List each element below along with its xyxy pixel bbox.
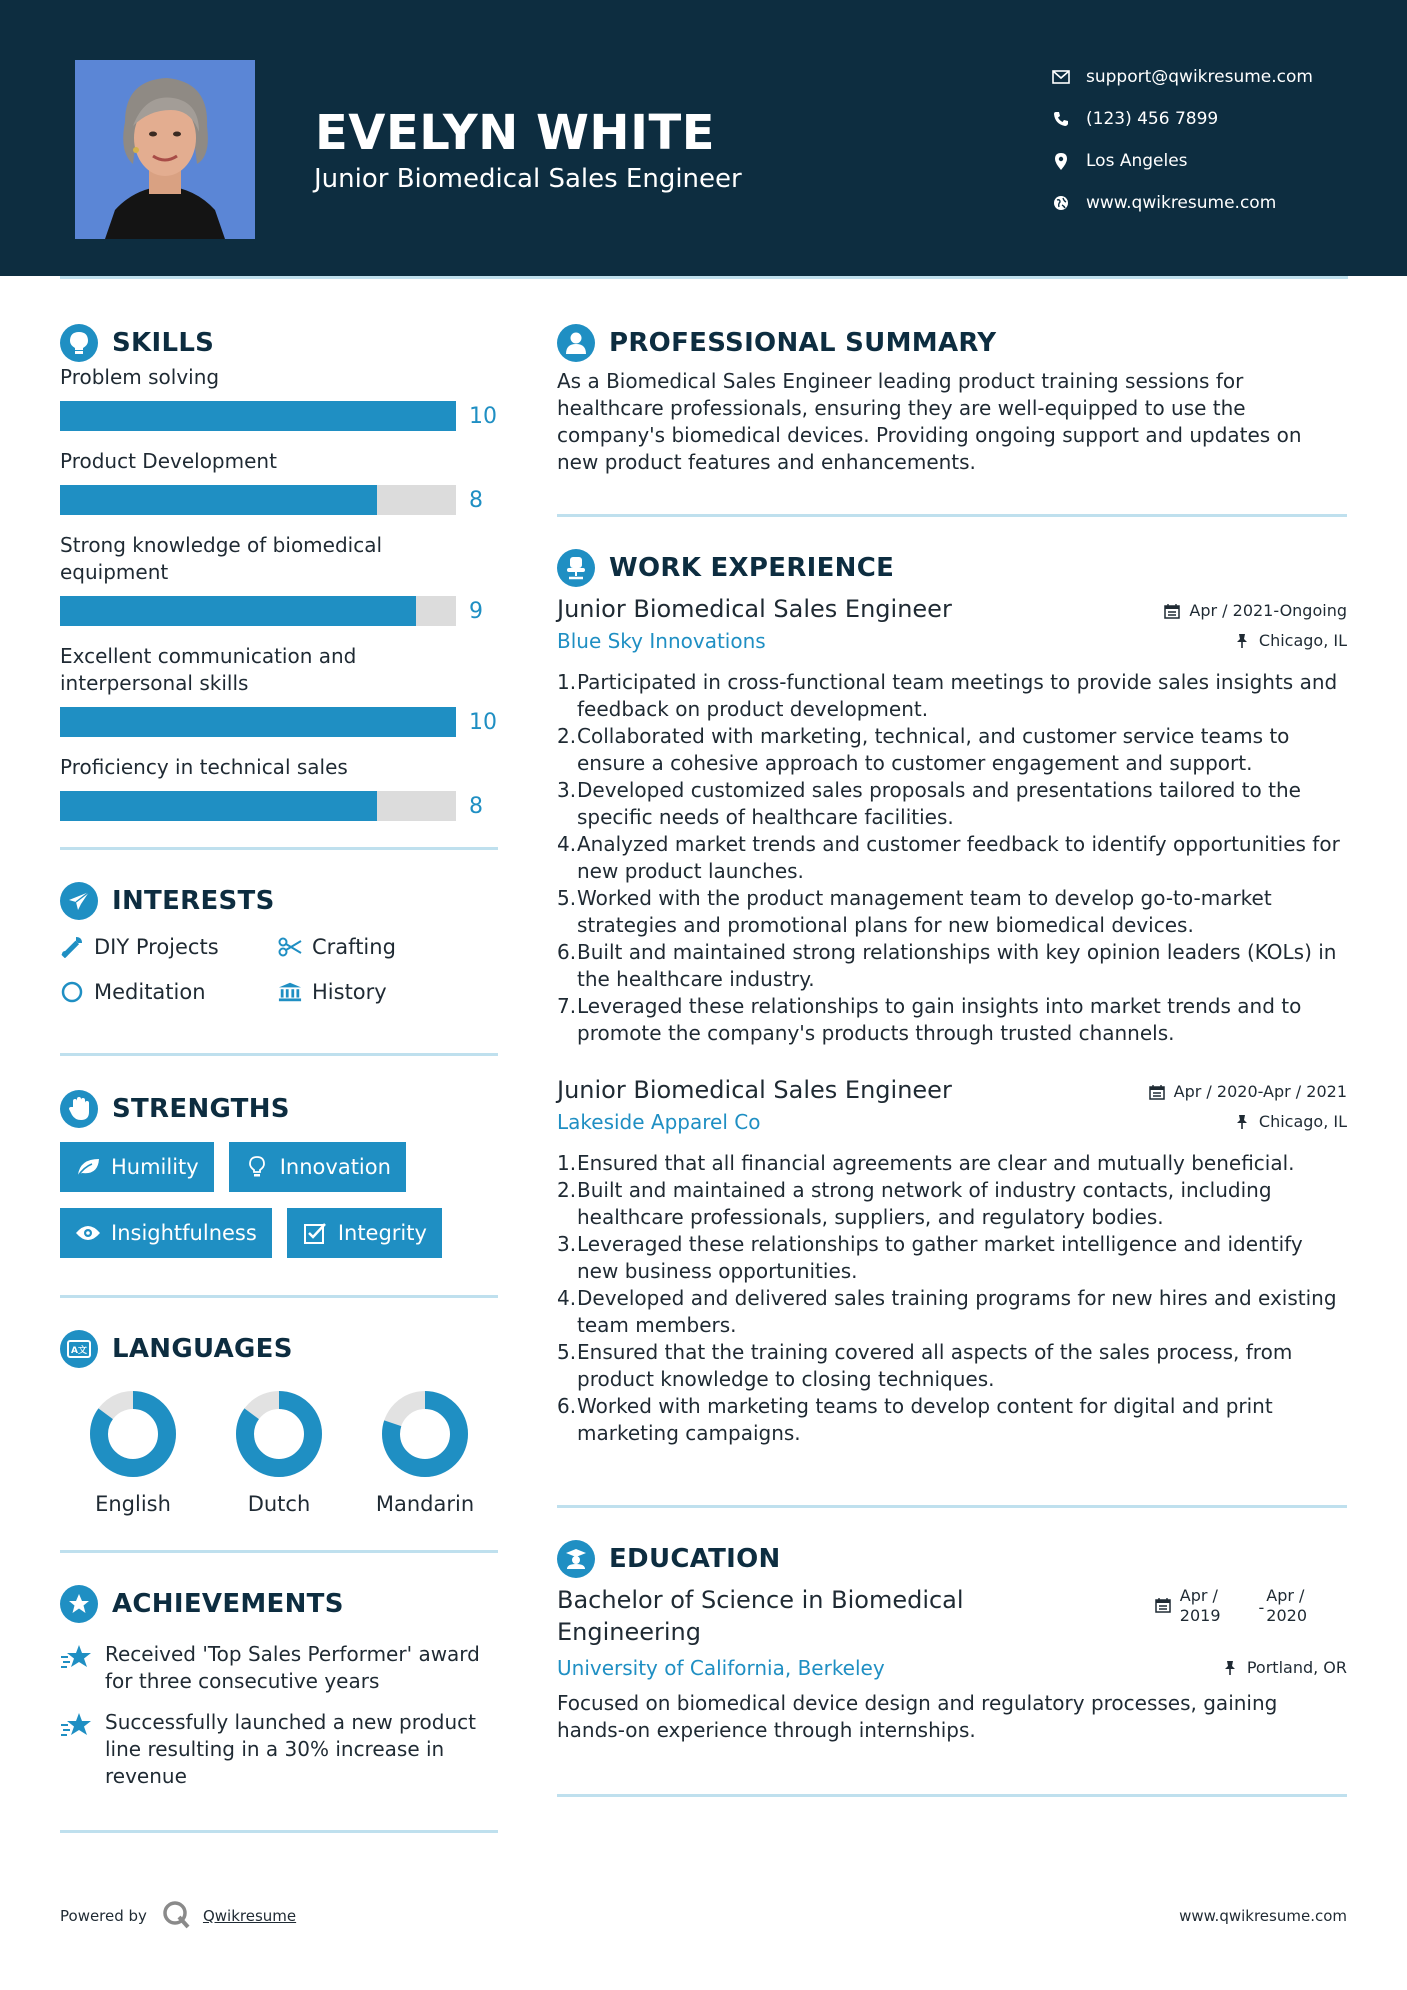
language-item (60, 1390, 206, 1516)
star-icon (60, 1643, 92, 1673)
skill-bar-track (60, 707, 456, 737)
job-location (1233, 631, 1347, 650)
contact-list (1050, 56, 1313, 224)
education-date-dash: - (1258, 1598, 1265, 1617)
skill-value: 8 (469, 487, 483, 513)
language-donut (381, 1390, 469, 1478)
leaf-icon (75, 1154, 101, 1180)
summary-title: PROFESSIONAL SUMMARY (609, 328, 997, 358)
calendar-icon (1163, 602, 1181, 620)
duty-item: 2. Built and maintained a strong network of industry contacts, including healthcare professionals, suppliers, and regulatory bodies. (557, 1177, 1347, 1231)
section-divider (60, 1550, 498, 1553)
strengths-section (60, 1086, 498, 1274)
education-description: Focused on biomedical device design and regulatory processes, gaining hands-on experience through internships. (557, 1691, 1278, 1742)
calendar-icon (1148, 1083, 1166, 1101)
hand-icon (60, 1090, 98, 1128)
profile-photo (75, 60, 255, 239)
job-dates (1163, 601, 1347, 620)
pushpin-icon (1233, 632, 1251, 650)
education-start (1180, 1586, 1221, 1626)
company-name[interactable]: Blue Sky Innovations (557, 629, 766, 653)
duty-item: 3. Developed customized sales proposals and presentations tailored to the specific needs of healthcare facilities. (557, 777, 1347, 831)
skill-value: 9 (469, 598, 483, 624)
education-end-month: Apr / (1266, 1586, 1305, 1605)
portrait-image (75, 60, 255, 239)
skill-name: Product Development (60, 449, 277, 473)
duty-text: Worked with marketing teams to develop content for digital and print marketing campaigns. (577, 1394, 1273, 1445)
graduate-icon (557, 1540, 595, 1578)
duty-text: Leveraged these relationships to gather market intelligence and identify new business opportunities. (577, 1232, 1303, 1283)
calendar-icon (1154, 1596, 1172, 1614)
skill-item (60, 754, 498, 821)
skill-item (60, 643, 498, 737)
duty-text: Participated in cross-functional team meetings to provide sales insights and feedback on product development. (577, 670, 1338, 721)
skill-item (60, 364, 498, 431)
education-location-text: Portland, OR (1246, 1658, 1347, 1677)
job-dates-text: Apr / 2020-Apr / 2021 (1173, 1082, 1347, 1101)
interest-label: History (312, 980, 387, 1004)
strength-label: Insightfulness (111, 1221, 257, 1245)
language-icon (60, 1330, 98, 1368)
interest-label: DIY Projects (94, 935, 219, 959)
contact-email[interactable] (1050, 56, 1313, 98)
skill-name: Problem solving (60, 365, 220, 389)
section-divider (60, 1295, 498, 1298)
qwikresume-logo-icon (161, 1899, 191, 1933)
section-divider (60, 1830, 498, 1833)
job-entry (557, 1074, 1347, 1447)
languages-section (60, 1326, 498, 1516)
strength-label: Humility (111, 1155, 199, 1179)
candidate-name: EVELYN WHITE (315, 105, 715, 161)
duty-text: Built and maintained a strong network of industry contacts, including healthcare professionals, suppliers, and regulatory bodies. (577, 1178, 1272, 1229)
footer-website[interactable]: www.qwikresume.com (1179, 1907, 1347, 1925)
achievement-item (60, 1709, 498, 1790)
summary-text: As a Biomedical Sales Engineer leading product training sessions for healthcare professionals, ensuring they are well-equipped to use the company's biomedical devices. Providing ongoing support and updates on new product features and enhancements. (557, 369, 1302, 474)
skill-name: Proficiency in technical sales (60, 755, 348, 779)
achievements-heading (60, 1581, 498, 1627)
pushpin-icon (1221, 1659, 1239, 1677)
job-title: Junior Biomedical Sales Engineer (557, 595, 952, 623)
languages-heading (60, 1326, 498, 1372)
star-badge-icon (60, 1585, 98, 1623)
globe-icon (1050, 192, 1072, 214)
interest-label: Crafting (312, 935, 396, 959)
strength-tag (60, 1142, 214, 1192)
education-section (557, 1536, 1347, 1744)
summary-section (557, 320, 1347, 476)
language-name: English (95, 1492, 171, 1516)
duty-text: Built and maintained strong relationships with key opinion leaders (KOLs) in the healthcare industry. (577, 940, 1337, 991)
wrench-icon (60, 935, 84, 959)
language-name: Dutch (247, 1492, 311, 1516)
duty-list (557, 669, 1347, 1047)
duty-item: 1. Participated in cross-functional team meetings to provide sales insights and feedback on product development. (557, 669, 1347, 723)
contact-phone[interactable] (1050, 98, 1313, 140)
contact-email-text: support@qwikresume.com (1086, 67, 1313, 87)
duty-text: Developed customized sales proposals and presentations tailored to the specific needs of healthcare facilities. (577, 778, 1301, 829)
duty-text: Ensured that all financial agreements are clear and mutually beneficial. (577, 1151, 1295, 1175)
left-column (60, 320, 498, 1833)
duty-text: Collaborated with marketing, technical, and customer service teams to ensure a cohesive approach to customer engagement and support. (577, 724, 1290, 775)
envelope-icon (1050, 66, 1072, 88)
office-chair-icon (557, 549, 595, 587)
qwikresume-link[interactable]: Qwikresume (202, 1907, 297, 1925)
education-location (1221, 1658, 1347, 1677)
language-donut (89, 1390, 177, 1478)
strength-label: Integrity (337, 1221, 427, 1245)
strength-label: Innovation (279, 1155, 391, 1179)
school-name[interactable]: University of California, Berkeley (557, 1656, 885, 1680)
duty-item: 1. Ensured that all financial agreements are clear and mutually beneficial. (557, 1151, 1295, 1175)
duty-item: 5. Worked with the product management team to develop go-to-market strategies and promotional plans for new biomedical devices. (557, 885, 1347, 939)
resume-header (0, 0, 1407, 276)
eye-icon (75, 1220, 101, 1246)
experience-section (557, 545, 1347, 1447)
education-dates (1154, 1586, 1307, 1626)
language-name: Mandarin (375, 1492, 475, 1516)
duty-text: Analyzed market trends and customer feedback to identify opportunities for new product launches. (577, 832, 1340, 883)
lightbulb-icon (60, 324, 98, 362)
experience-title: WORK EXPERIENCE (609, 553, 895, 583)
svg-text:A文: A文 (71, 1346, 87, 1356)
checkbox-icon (302, 1220, 328, 1246)
lightbulb-icon (244, 1154, 270, 1180)
achievements-title: ACHIEVEMENTS (112, 1589, 344, 1619)
language-item (352, 1390, 498, 1516)
star-icon (60, 1711, 92, 1741)
job-location (1233, 1112, 1347, 1131)
job-dates-text: Apr / 2021-Ongoing (1189, 601, 1347, 620)
phone-icon (1050, 108, 1072, 130)
calendar-icon-wrap (1154, 1596, 1180, 1614)
duty-text: Ensured that the training covered all aspects of the sales process, from product knowledge to closing techniques. (577, 1340, 1293, 1391)
contact-location (1050, 140, 1313, 182)
contact-phone-text: (123) 456 7899 (1086, 109, 1219, 129)
skills-heading (60, 320, 498, 366)
location-pin-icon (1050, 150, 1072, 172)
duty-text: Worked with the product management team to develop go-to-market strategies and promotional plans for new biomedical devices. (577, 886, 1272, 937)
job-location-text: Chicago, IL (1258, 631, 1347, 650)
skill-name: Excellent communication and interpersonal skills (60, 644, 357, 695)
education-end-year: 2020 (1266, 1606, 1307, 1625)
candidate-title: Junior Biomedical Sales Engineer (314, 164, 742, 194)
strength-tag (229, 1142, 406, 1192)
footer-branding (60, 1899, 296, 1933)
interest-item (60, 932, 278, 962)
skill-item (60, 448, 498, 515)
education-title: EDUCATION (609, 1544, 781, 1574)
skill-bar-track (60, 596, 456, 626)
interest-item (278, 932, 478, 962)
skill-bar-fill (60, 401, 456, 431)
interests-section (60, 878, 498, 1007)
skill-value: 8 (469, 793, 483, 819)
skills-section (60, 320, 498, 821)
duty-text: Developed and delivered sales training programs for new hires and existing team members. (577, 1286, 1337, 1337)
strength-tag (287, 1208, 442, 1258)
job-title: Junior Biomedical Sales Engineer (557, 1076, 952, 1104)
pushpin-icon (1233, 1113, 1251, 1131)
duty-item: 3. Leveraged these relationships to gather market intelligence and identify new business opportunities. (557, 1231, 1347, 1285)
skill-value: 10 (469, 709, 497, 735)
job-dates (1148, 1082, 1347, 1101)
company-name[interactable]: Lakeside Apparel Co (557, 1110, 761, 1134)
section-divider (60, 1053, 498, 1056)
degree-title: Bachelor of Science in Biomedical Engineering (557, 1586, 964, 1646)
contact-website[interactable] (1050, 182, 1313, 224)
experience-heading (557, 545, 1347, 591)
duty-text: Leveraged these relationships to gain insights into market trends and to promote the company's products through trusted channels. (577, 994, 1302, 1045)
scissors-icon (278, 935, 302, 959)
section-divider (557, 1794, 1347, 1797)
job-location-text: Chicago, IL (1258, 1112, 1347, 1131)
language-item (206, 1390, 352, 1516)
interests-heading (60, 878, 498, 924)
education-heading (557, 1536, 1347, 1582)
skill-bar-track (60, 401, 456, 431)
strengths-title: STRENGTHS (112, 1094, 290, 1124)
achievement-text: Successfully launched a new product line resulting in a 30% increase in revenue (105, 1710, 476, 1788)
header-divider (60, 276, 1348, 279)
skill-bar-fill (60, 485, 377, 515)
strength-tag (60, 1208, 272, 1258)
skill-bar-track (60, 485, 456, 515)
paper-plane-icon (60, 882, 98, 920)
languages-title: LANGUAGES (112, 1334, 293, 1364)
skills-title: SKILLS (112, 328, 215, 358)
strengths-heading (60, 1086, 498, 1132)
skill-bar-fill (60, 791, 377, 821)
language-donut (235, 1390, 323, 1478)
interest-label: Meditation (94, 980, 206, 1004)
skill-bar-track (60, 791, 456, 821)
section-divider (60, 847, 498, 850)
skill-value: 10 (469, 403, 497, 429)
duty-item: 6. Worked with marketing teams to develop content for digital and print marketing campaigns. (557, 1393, 1347, 1447)
circle-icon (60, 980, 84, 1004)
duty-item: 5. Ensured that the training covered all aspects of the sales process, from product knowledge to closing techniques. (557, 1339, 1347, 1393)
duty-item: 4. Analyzed market trends and customer feedback to identify opportunities for new product launches. (557, 831, 1347, 885)
achievement-text: Received 'Top Sales Performer' award for three consecutive years (105, 1642, 480, 1693)
contact-website-text: www.qwikresume.com (1086, 193, 1277, 213)
skill-bar-fill (60, 596, 416, 626)
duty-list (557, 1150, 1347, 1447)
job-entry (557, 593, 1347, 1047)
interests-title: INTERESTS (112, 886, 275, 916)
section-divider (557, 514, 1347, 517)
education-end (1266, 1586, 1307, 1626)
skill-item (60, 532, 498, 626)
achievements-section (60, 1581, 498, 1790)
education-start-month: Apr / (1179, 1586, 1218, 1605)
duty-item: 4. Developed and delivered sales training programs for new hires and existing team members. (557, 1285, 1347, 1339)
skill-name: Strong knowledge of biomedical equipment (60, 533, 383, 584)
user-icon (557, 324, 595, 362)
skill-bar-fill (60, 707, 456, 737)
section-divider (557, 1505, 1347, 1508)
bank-icon (278, 980, 302, 1004)
contact-location-text: Los Angeles (1086, 151, 1188, 171)
duty-item: 2. Collaborated with marketing, technical, and customer service teams to ensure a cohesive approach to customer engagement and support. (557, 723, 1347, 777)
achievement-item (60, 1641, 498, 1695)
interest-item (60, 977, 278, 1007)
education-start-year: 2019 (1179, 1606, 1221, 1625)
right-column (557, 320, 1347, 1797)
duty-item: 7. Leveraged these relationships to gain insights into market trends and to promote the company's products through trusted channels. (557, 993, 1347, 1047)
powered-by-label: Powered by (60, 1907, 147, 1925)
duty-item: 6. Built and maintained strong relationships with key opinion leaders (KOLs) in the healthcare industry. (557, 939, 1347, 993)
summary-heading (557, 320, 1347, 366)
interest-item (278, 977, 478, 1007)
